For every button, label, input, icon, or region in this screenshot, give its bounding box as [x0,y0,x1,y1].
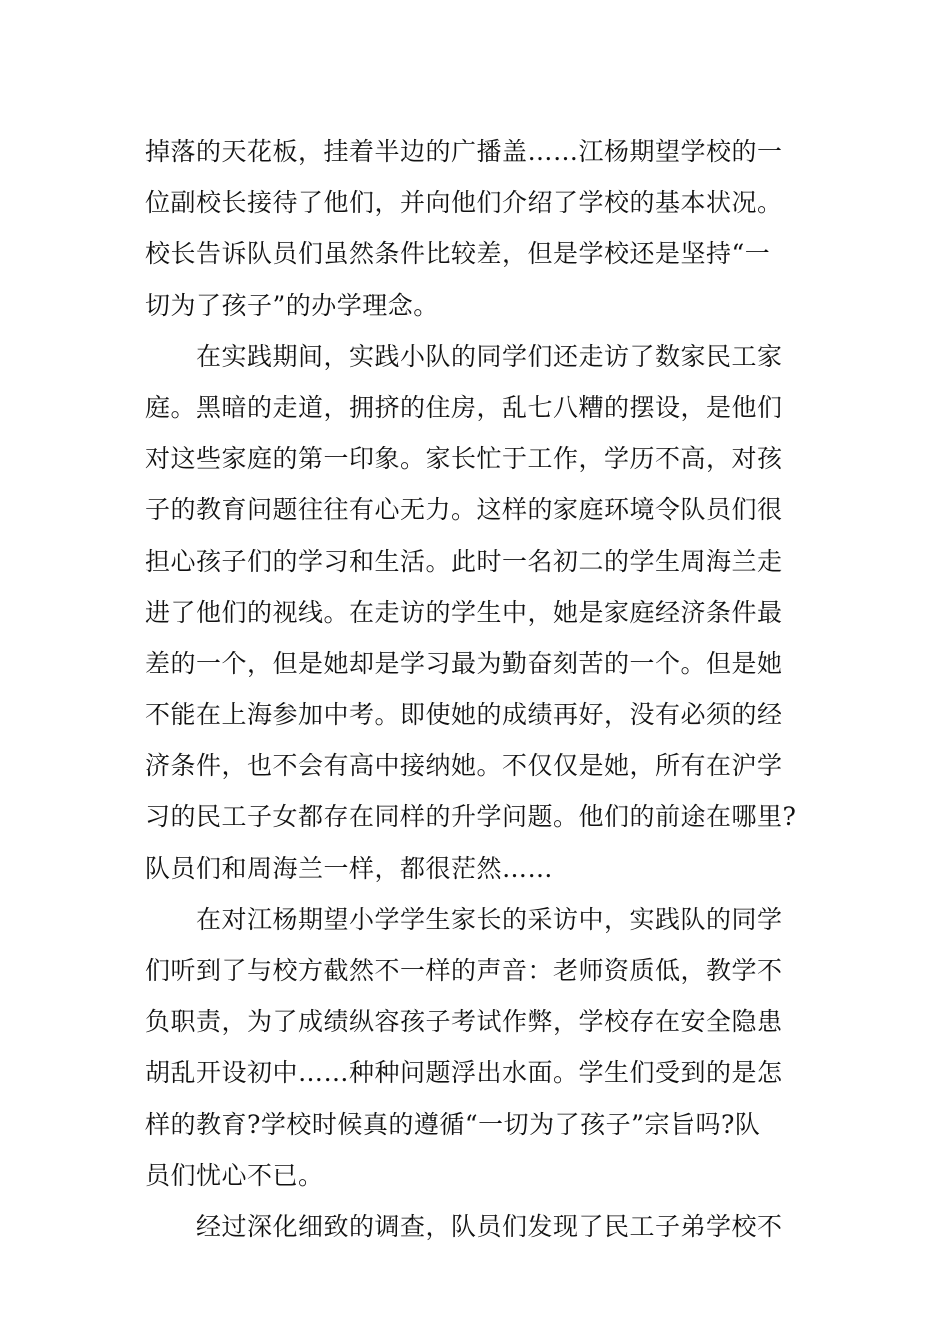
text-line: 济条件，也不会有高中接纳她。不仅仅是她，所有在沪学 [145,751,783,781]
text-line: 对这些家庭的第一印象。家长忙于工作，学历不高，对孩 [145,444,783,474]
text-line: 担心孩子们的学习和生活。此时一名初二的学生周海兰走 [145,546,783,576]
text-line: 样的教育?学校时候真的遵循“一切为了孩子”宗旨吗?队 [145,1109,761,1139]
text-line: 们听到了与校方截然不一样的声音：老师资质低，教学不 [145,956,783,985]
text-line: 位副校长接待了他们，并向他们介绍了学校的基本状况。 [145,188,783,218]
text-line: 子的教育问题往往有心无力。这样的家庭环境令队员们很 [145,495,783,525]
text-line: 胡乱开设初中……种种问题浮出水面。学生们受到的是怎 [145,1058,783,1088]
text-line: 在实践期间，实践小队的同学们还走访了数家民工家 [145,341,783,371]
text-line: 掉落的天花板，挂着半边的广播盖……江杨期望学校的一 [145,137,783,166]
text-line: 负职责，为了成绩纵容孩子考试作弊，学校存在安全隐患 [145,1007,783,1037]
text-line: 不能在上海参加中考。即使她的成绩再好，没有必须的经 [145,700,783,730]
text-line: 进了他们的视线。在走访的学生中，她是家庭经济条件最 [145,597,783,627]
text-line: 庭。黑暗的走道，拥挤的住房，乱七八糟的摆设，是他们 [145,392,783,422]
text-line: 差的一个，但是她却是学习最为勤奋刻苦的一个。但是她 [145,648,783,678]
text-line: 队员们和周海兰一样，都很茫然…… [145,853,554,883]
text-line: 切为了孩子”的办学理念。 [145,290,439,320]
text-line: 员们忧心不已。 [145,1160,324,1190]
text-line: 经过深化细致的调查，队员们发现了民工子弟学校不 [145,1211,783,1241]
text-line: 校长告诉队员们虽然条件比较差，但是学校还是坚持“一 [145,239,771,269]
document-body-text [145,126,813,1252]
text-line: 习的民工子女都存在同样的升学问题。他们的前途在哪里? [145,802,797,832]
text-line: 在对江杨期望小学学生家长的采访中，实践队的同学 [145,904,783,934]
